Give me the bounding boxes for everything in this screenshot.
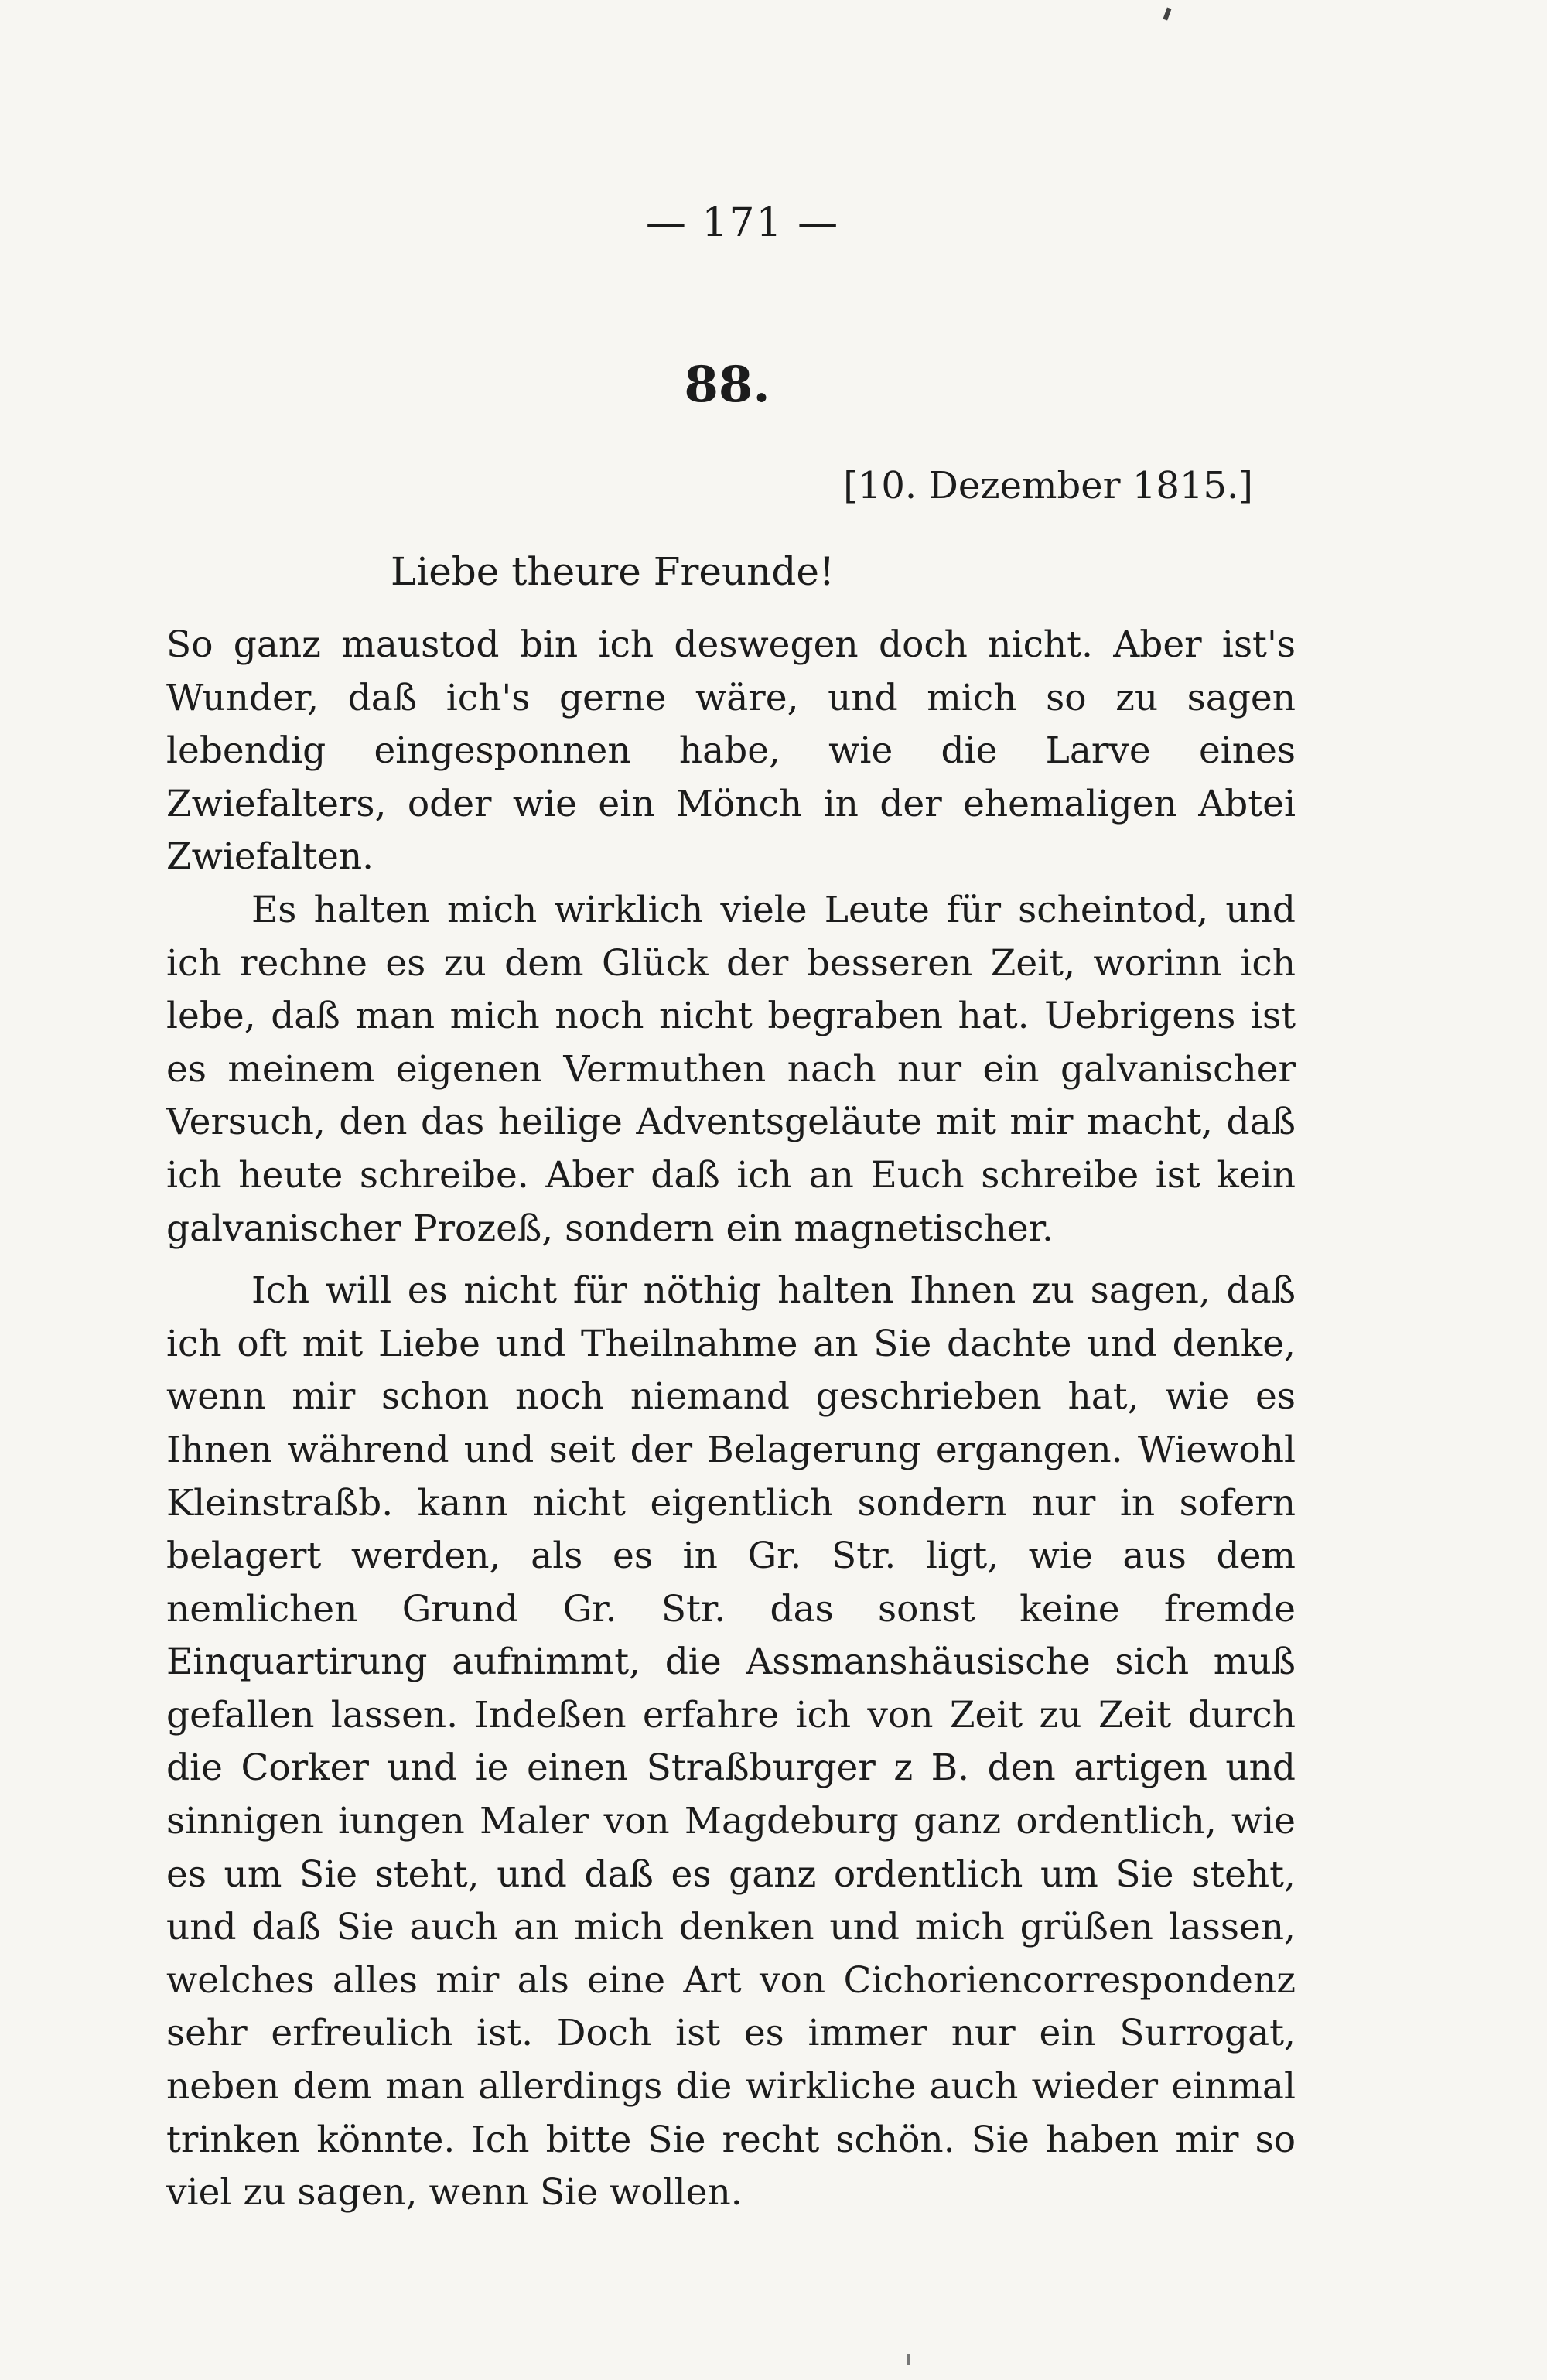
paragraph-2: Es halten mich wirklich viele Leute für scheintod, und ich rechne es zu dem Glück der besseren Zeit, worinn ich lebe, daß man mich noch nicht begraben hat. Uebrigens ist es meinem eigenen Vermuthen nach nur ein galvanischer Versuch, den das heilige Adventsgeläute mit mir macht, daß ich heute schreibe. Aber daß ich an Euch schreibe ist kein galvanischer Prozeß, sondern ein magnetischer. bbox=[166, 888, 1296, 1250]
paragraph-3: Ich will es nicht für nöthig halten Ihnen zu sagen, daß ich oft mit Liebe und Theilnahme an Sie dachte und denke, wenn mir schon noch niemand geschrieben hat, wie es Ihnen während und seit der Belagerung ergangen. Wiewohl Kleinstraßb. kann nicht eigentlich sondern nur in sofern belagert werden, als es in Gr. Str. ligt, wie aus dem nemlichen Grund Gr. Str. das sonst keine fremde Einquartirung aufnimmt, die Assmanshäusische sich muß gefallen lassen. Indeßen erfahre ich von Zeit zu Zeit durch die Corker und ie einen Straßburger z B. den artigen und sinnigen iungen Maler von Magdeburg ganz ordentlich, wie es um Sie steht, und daß es ganz ordentlich um Sie steht, und daß Sie auch an mich denken und mich grüßen lassen, welches alles mir als eine Art von Cichoriencorrespondenz sehr erfreulich ist. Doch ist es immer nur ein Surrogat, neben dem man allerdings die wirkliche auch wieder einmal trinken könnte. Ich bitte Sie recht schön. Sie haben mir so viel zu sagen, wenn Sie wollen. bbox=[166, 1269, 1296, 2214]
letter-body bbox=[166, 619, 1296, 2220]
print-mark bbox=[1163, 7, 1171, 20]
letter-number: 88. bbox=[684, 356, 770, 414]
print-mark bbox=[907, 2354, 910, 2365]
paragraph-1: So ganz maustod bin ich deswegen doch nicht. Aber ist's Wunder, daß ich's gerne wäre, und mich so zu sagen lebendig eingesponnen habe, wie die Larve eines Zwiefalters, oder wie ein Mönch in der ehemaligen Abtei Zwiefalten. bbox=[166, 623, 1296, 879]
letter-date: [10. Dezember 1815.] bbox=[843, 464, 1253, 507]
salutation: Liebe theure Freunde! bbox=[391, 549, 835, 594]
page-number: — 171 — bbox=[645, 200, 840, 246]
